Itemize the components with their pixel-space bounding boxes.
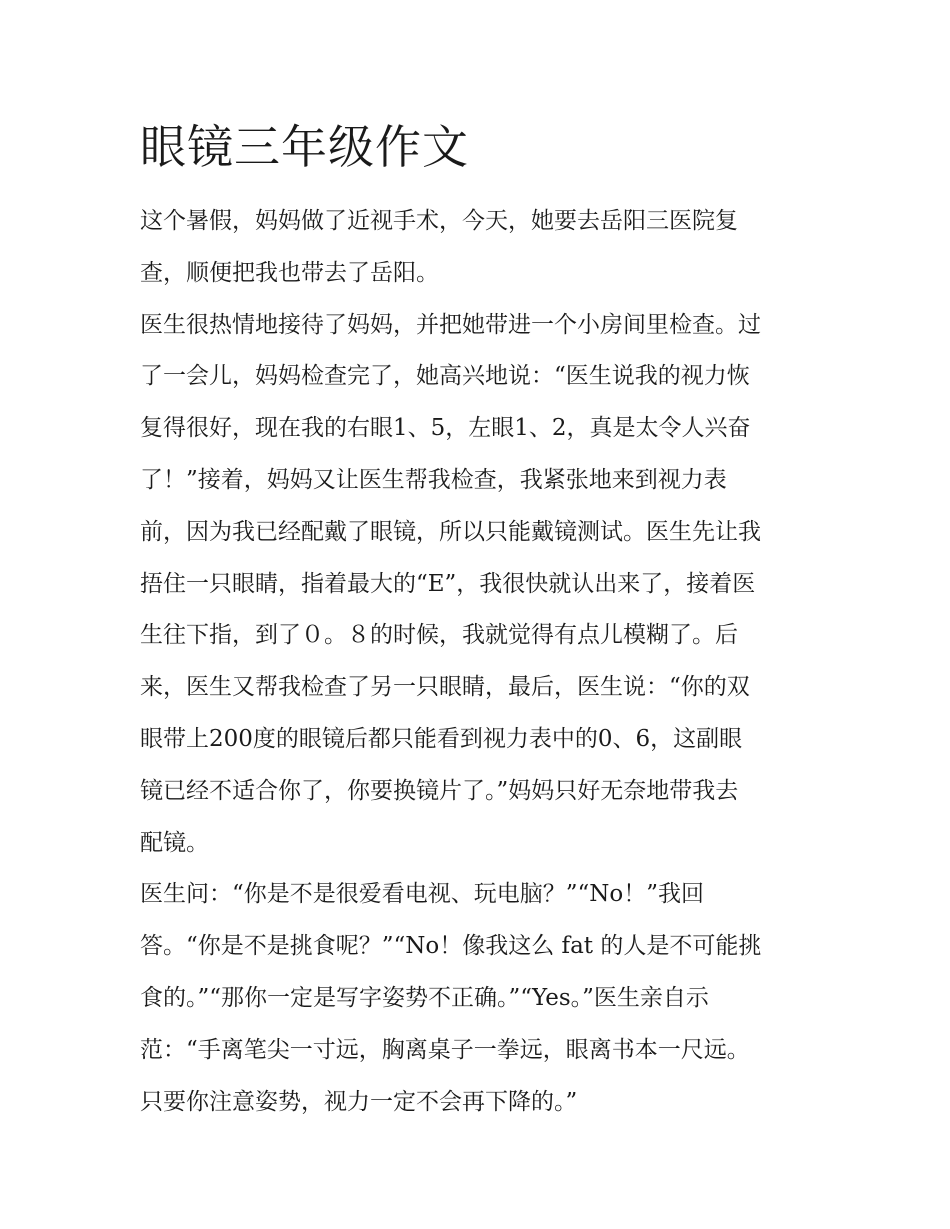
text-line: 眼带上200度的眼镜后都只能看到视力表中的0、6，这副眼	[140, 725, 743, 752]
text-line: 镜已经不适合你了，你要换镜片了。”妈妈只好无奈地带我去	[140, 777, 739, 804]
text-line: 了！”接着，妈妈又让医生帮我检查，我紧张地来到视力表	[140, 466, 727, 493]
text-line: 前，因为我已经配戴了眼镜，所以只能戴镜测试。医生先让我	[140, 518, 761, 545]
text-line: 答。“你是不是挑食呢？”“No！像我这么 fat 的人是不可能挑	[140, 933, 762, 960]
document-title: 眼镜三年级作文	[140, 120, 469, 174]
text-line: 只要你注意姿势，视力一定不会再下降的。”	[140, 1088, 578, 1115]
text-line: 这个暑假，妈妈做了近视手术，今天，她要去岳阳三医院复	[140, 208, 738, 234]
text-line: 配镜。	[140, 829, 209, 856]
text-line: 了一会儿，妈妈检查完了，她高兴地说：“医生说我的视力恢	[140, 363, 750, 390]
text-line: 来，医生又帮我检查了另一只眼睛，最后，医生说：“你的双	[140, 674, 750, 701]
text-line: 复得很好，现在我的右眼1、5，左眼1、2，真是太令人兴奋	[140, 415, 751, 442]
text-line: 医生问：“你是不是很爱看电视、玩电脑？”“No！”我回	[140, 881, 705, 908]
text-line: 范：“手离笔尖一寸远，胸离桌子一拳远，眼离书本一尺远。	[140, 1036, 750, 1063]
text-line: 生往下指，到了０。８的时候，我就觉得有点儿模糊了。后	[140, 622, 738, 649]
text-line: 医生很热情地接待了妈妈，并把她带进一个小房间里检查。过	[140, 311, 761, 338]
text-line: 捂住一只眼睛，指着最大的“E”，我很快就认出来了，接着医	[140, 570, 756, 597]
document-body	[140, 196, 820, 1128]
text-line: 查，顺便把我也带去了岳阳。	[140, 259, 439, 286]
text-line: 食的。”“那你一定是写字姿势不正确。”“Yes。”医生亲自示	[140, 984, 709, 1011]
